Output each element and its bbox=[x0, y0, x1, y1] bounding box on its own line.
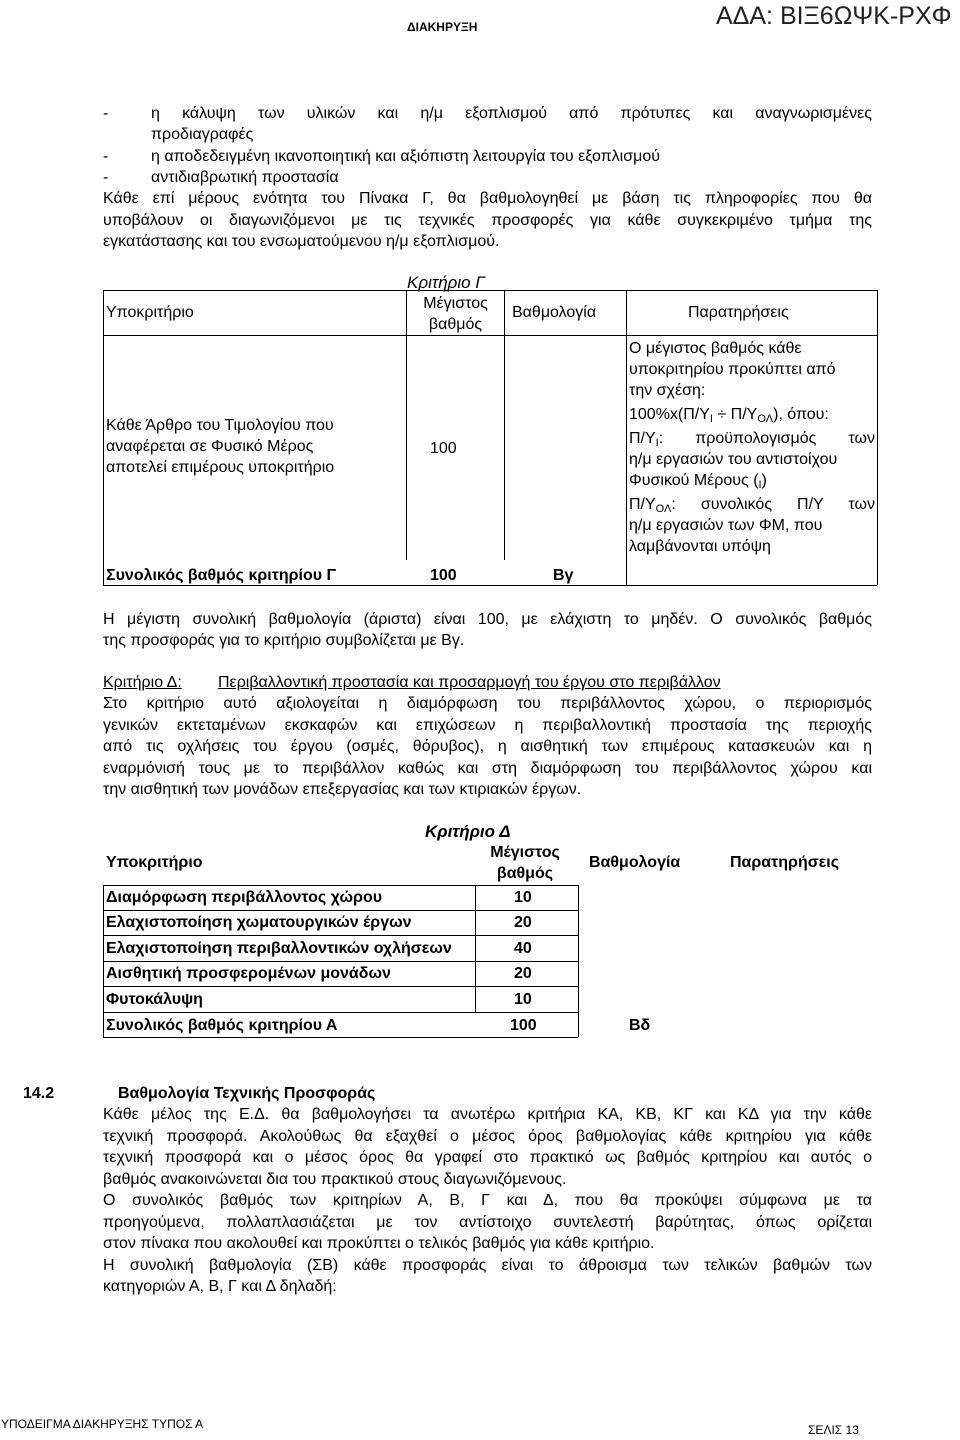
total-label: Συνολικός βαθμός κριτηρίου Α bbox=[106, 1017, 338, 1034]
section-title: Βαθμολογία Τεχνικής Προσφοράς bbox=[118, 1085, 376, 1102]
table-row-max: 40 bbox=[514, 940, 532, 957]
total-score: Βδ bbox=[629, 1017, 651, 1034]
paragraph-line: εναρμόνισή τους με το περιβάλλον καθώς και στη διαμόρφωση του περιβάλλοντος χώρου και bbox=[103, 760, 872, 777]
paragraph-line: Η μέγιστη συνολική βαθμολογία (άριστα) είναι 100, με ελάχιστη το μηδέν. Ο συνολικός βαθμός bbox=[103, 611, 872, 628]
header-score: Βαθμολογία bbox=[512, 304, 597, 321]
bullet-dash: - bbox=[103, 105, 109, 122]
table-row-max: 10 bbox=[514, 991, 532, 1008]
subcriterion-text: Κάθε Άρθρο του Τιμολογίου που αναφέρεται σε Φυσικό Μέρος αποτελεί επιμέρους υποκριτήριο bbox=[106, 417, 335, 476]
document-type-header: ΔΙΑΚΗΡΥΞΗ bbox=[407, 20, 478, 34]
paragraph-line: Στο κριτήριο αυτό αξιολογείται η διαμόρφωση του περιβάλλοντος χώρου, ο περιορισμός bbox=[103, 695, 872, 712]
table-row-label: Αισθητική προσφερομένων μονάδων bbox=[106, 965, 391, 982]
table-row-label: Ελαχιστοποίηση περιβαλλοντικών οχλήσεων bbox=[106, 940, 452, 957]
footer-page-number: ΣΕΛΙΣ 13 bbox=[808, 1423, 859, 1437]
header-notes: Παρατηρήσεις bbox=[688, 304, 789, 321]
criterion-d-title: Περιβαλλοντική προστασία και προσαρμογή του έργου στο περιβάλλον bbox=[218, 674, 721, 691]
table-row-label: Φυτοκάλυψη bbox=[106, 991, 203, 1008]
paragraph-line: Η συνολική βαθμολογία (ΣΒ) κάθε προσφοράς είναι το άθροισμα των τελικών βαθμών των bbox=[103, 1257, 872, 1274]
criterion-d-label: Κριτήριο Δ: bbox=[103, 674, 182, 691]
paragraph-line: κατηγοριών Α, Β, Γ και Δ δηλαδή: bbox=[103, 1278, 337, 1295]
table-caption: Κριτήριο Γ bbox=[407, 273, 486, 292]
header-subcriterion: Υποκριτήριο bbox=[106, 304, 194, 321]
table-row-max: 20 bbox=[514, 965, 532, 982]
table-row-max: 10 bbox=[514, 889, 532, 906]
paragraph-line: προηγούμενα, πολλαπλασιάζεται με τον αντίστοιχο συντελεστή βαρύτητας, όπως ορίζεται bbox=[103, 1214, 872, 1231]
paragraph-line: Ο συνολικός βαθμός των κριτηρίων Α, Β, Γ και Δ, που θα προκύψει σύμφωνα με τα bbox=[103, 1192, 872, 1209]
paragraph-line: υποβάλουν οι διαγωνιζόμενοι με τις τεχνικές προσφορές για κάθε συγκεκριμένο τμήμα της bbox=[103, 212, 872, 229]
paragraph-line: Κάθε επί μέρους ενότητα του Πίνακα Γ, θα βαθμολογηθεί με βάση τις πληροφορίες που θα bbox=[103, 190, 872, 207]
paragraph-line: γενικών εκτεταμένων εκσκαφών και επιχώσεων η περιβαλλοντική προστασία της περιοχής bbox=[103, 717, 872, 734]
max-score-value: 100 bbox=[430, 440, 457, 457]
notes-text: Ο μέγιστος βαθμός κάθε υποκριτηρίου προκύπτει από την σχέση: $100\%x(\Pi/\Upsilon_I \div \Pi/\Upsilon_{O\Lambda})$, όπου: $\Pi/\Upsilon_I$: προϋπολογισμός των η/μ εργασιών του αντιστοίχου Φυσικού Μέρους $(_I)$ $\Pi/\Upsilon_{O\Lambda}$: συνολικός Π/Υ των η/μ εργασιών των ΦΜ, που λαμβάνονται υπόψη bbox=[629, 340, 875, 555]
total-max: 100 bbox=[510, 1017, 537, 1034]
ada-code: ΑΔΑ: ΒΙΞ6ΩΨΚ-ΡΧΦ bbox=[716, 2, 952, 30]
bullet-text: η αποδεδειγμένη ικανοποιητική και αξιόπιστη λειτουργία του εξοπλισμού bbox=[151, 148, 660, 165]
table-caption: Κριτήριο Δ bbox=[425, 822, 511, 841]
bullet-text: η κάλυψη των υλικών και η/μ εξοπλισμού από πρότυπες και αναγνωρισμένες bbox=[151, 105, 872, 122]
paragraph-line: Κάθε μέλος της Ε.Δ. θα βαθμολογήσει τα ανωτέρω κριτήρια ΚΑ, ΚΒ, ΚΓ και ΚΔ για την κάθε bbox=[103, 1106, 872, 1123]
bullet-text: προδιαγραφές bbox=[151, 126, 254, 143]
table-row-label: Ελαχιστοποίηση χωματουργικών έργων bbox=[106, 914, 412, 931]
paragraph-line: βαθμός ανακοινώνεται δια του πρακτικού στους διαγωνιζόμενους. bbox=[103, 1171, 567, 1188]
paragraph-line: εγκατάστασης και του ενσωματούμενου η/μ εξοπλισμού. bbox=[103, 233, 500, 250]
section-number: 14.2 bbox=[23, 1085, 55, 1102]
footer-left: ΥΠΟΔΕΙΓΜΑ ΔΙΑΚΗΡΥΞΗΣ ΤΥΠΟΣ Α bbox=[1, 1417, 204, 1431]
paragraph-line: στον πίνακα που ακολουθεί και προκύπτει ο τελικός βαθμός για κάθε κριτήριο. bbox=[103, 1235, 655, 1252]
paragraph-line: τεχνική προσφορά. Ακολούθως θα εξαχθεί ο μέσος όρος βαθμολογίας κάθε κριτηρίου για κάθε bbox=[103, 1128, 872, 1145]
bullet-dash: - bbox=[103, 148, 109, 165]
header-max-score: Μέγιστος βαθμός bbox=[490, 844, 560, 882]
total-max: 100 bbox=[430, 567, 457, 584]
header-score: Βαθμολογία bbox=[589, 854, 681, 871]
table-row-max: 20 bbox=[514, 914, 532, 931]
header-max-score: Μέγιστος βαθμός bbox=[423, 295, 488, 333]
total-score: Βγ bbox=[553, 567, 574, 584]
total-label: Συνολικός βαθμός κριτηρίου Γ bbox=[106, 567, 337, 584]
table-row-label: Διαμόρφωση περιβάλλοντος χώρου bbox=[106, 889, 383, 906]
paragraph-line: από τις οχλήσεις του έργου (οσμές, θόρυβος), η αισθητική των επιμέρους κατασκευών και η bbox=[103, 738, 872, 755]
bullet-dash: - bbox=[103, 169, 109, 186]
bullet-text: αντιδιαβρωτική προστασία bbox=[151, 169, 339, 186]
header-notes: Παρατηρήσεις bbox=[730, 854, 840, 871]
header-subcriterion: Υποκριτήριο bbox=[106, 854, 203, 871]
paragraph-line: την αισθητική των μονάδων επεξεργασίας και των κτιριακών έργων. bbox=[103, 781, 582, 798]
paragraph-line: της προσφοράς για το κριτήριο συμβολίζεται με Βγ. bbox=[103, 632, 465, 649]
paragraph-line: τεχνική προσφορά και ο μέσος όρος θα γραφεί στο πρακτικό ως βαθμός κριτηρίου και αυτός ο bbox=[103, 1149, 872, 1166]
